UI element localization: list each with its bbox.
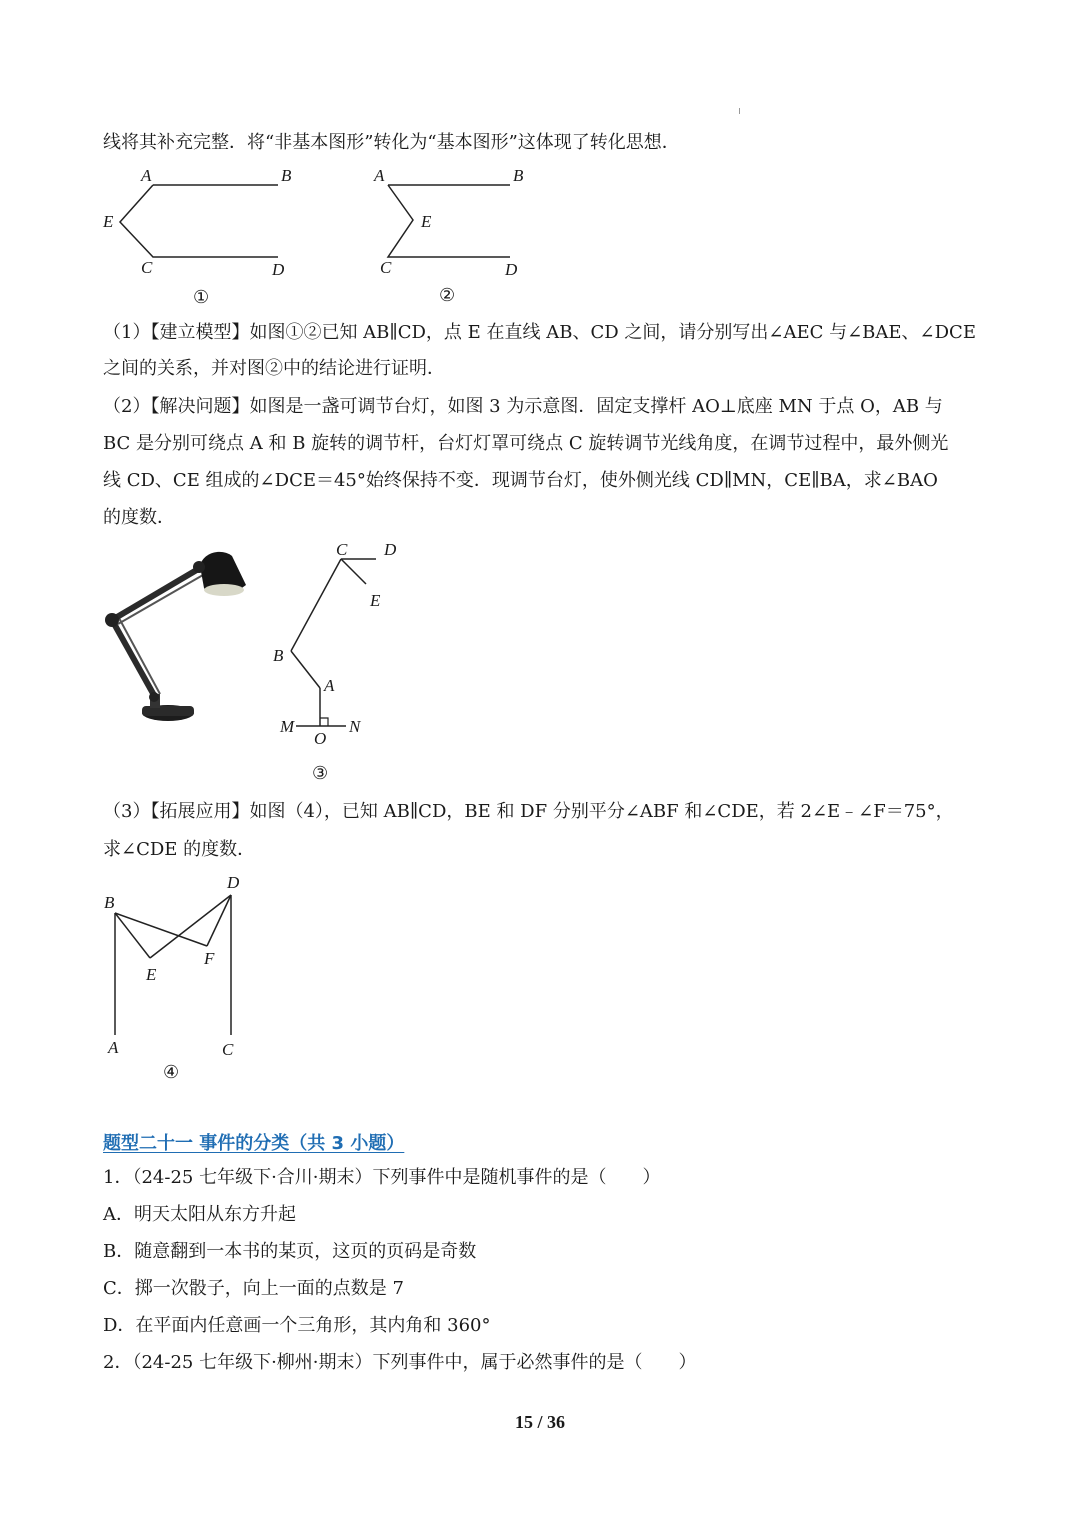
fig2-label-e: E	[421, 212, 432, 231]
q1-line-1: （1）【建立模型】如图①②已知 AB∥CD，点 E 在直线 AB、CD 之间，请分别写出∠AEC 与∠BAE、∠DCE	[103, 322, 976, 343]
problem-2: 2．（24-25 七年级下·柳州·期末）下列事件中，属于必然事件的是（ ）	[103, 1352, 697, 1373]
fig1-number: ①	[193, 287, 210, 308]
q2-line-1: （2）【解决问题】如图是一盏可调节台灯，如图 3 为示意图．固定支撑杆 AO⊥底座 MN 于点 O，AB 与	[103, 396, 943, 417]
figure-4	[0, 0, 1, 1]
fig3-label-c: C	[336, 540, 348, 559]
fig1-label-d: D	[272, 260, 285, 279]
fig2-number: ②	[439, 285, 456, 306]
fig3-label-o: O	[314, 729, 327, 748]
fig2-label-c: C	[380, 258, 392, 277]
q1-line-2: 之间的关系，并对图②中的结论进行证明．	[103, 358, 445, 379]
q3-line-1: （3）【拓展应用】如图（4），已知 AB∥CD，BE 和 DF 分别平分∠ABF 和∠CDE，若 2∠E﹣∠F＝75°，	[103, 801, 954, 822]
fig1-label-c: C	[141, 258, 153, 277]
q2-line-2: BC 是分别可绕点 A 和 B 旋转的调节杆，台灯灯罩可绕点 C 旋转调节光线角度，在调节过程中，最外侧光	[103, 433, 949, 454]
fig4-label-c: C	[222, 1040, 234, 1059]
scan-mark	[739, 108, 740, 114]
page-number: 15 / 36	[514, 1412, 565, 1432]
fig3-label-b: B	[273, 646, 284, 665]
fig1-label-b: B	[281, 166, 292, 185]
fig4-label-a: A	[108, 1038, 119, 1057]
q3-line-2: 求∠CDE 的度数．	[103, 839, 256, 860]
q2-line-4: 的度数．	[103, 507, 175, 528]
fig4-label-e: E	[146, 965, 157, 984]
fig3-label-a: A	[324, 676, 335, 695]
fig4-label-f: F	[204, 949, 215, 968]
fig3-label-n: N	[349, 717, 361, 736]
fig3-label-d: D	[384, 540, 397, 559]
option-c: C．掷一次骰子，向上一面的点数是 7	[103, 1278, 404, 1299]
fig4-label-d: D	[227, 873, 240, 892]
fig3-label-e: E	[370, 591, 381, 610]
q2-line-3: 线 CD、CE 组成的∠DCE＝45°始终保持不变．现调节台灯，使外侧光线 CD∥MN，CE∥BA，求∠BAO	[103, 470, 938, 491]
option-b: B．随意翻到一本书的某页，这页的页码是奇数	[103, 1241, 477, 1262]
option-d: D．在平面内任意画一个三角形，其内角和 360°	[103, 1315, 491, 1336]
section-title: 题型二十一 事件的分类（共 3 小题）	[103, 1133, 405, 1154]
fig1-label-e: E	[103, 212, 114, 231]
intro-line: 线将其补充完整．将“非基本图形”转化为“基本图形”这体现了转化思想．	[103, 132, 680, 153]
fig4-label-b: B	[104, 893, 115, 912]
fig2-label-b: B	[513, 166, 524, 185]
fig2-label-a: A	[374, 166, 385, 185]
fig3-label-m: M	[280, 717, 295, 736]
problem-1: 1．（24-25 七年级下·合川·期末）下列事件中是随机事件的是（ ）	[103, 1167, 661, 1188]
fig4-number: ④	[163, 1062, 180, 1083]
option-a: A．明天太阳从东方升起	[103, 1204, 296, 1225]
fig3-number: ③	[312, 763, 329, 784]
fig1-label-a: A	[141, 166, 152, 185]
fig2-label-d: D	[505, 260, 518, 279]
